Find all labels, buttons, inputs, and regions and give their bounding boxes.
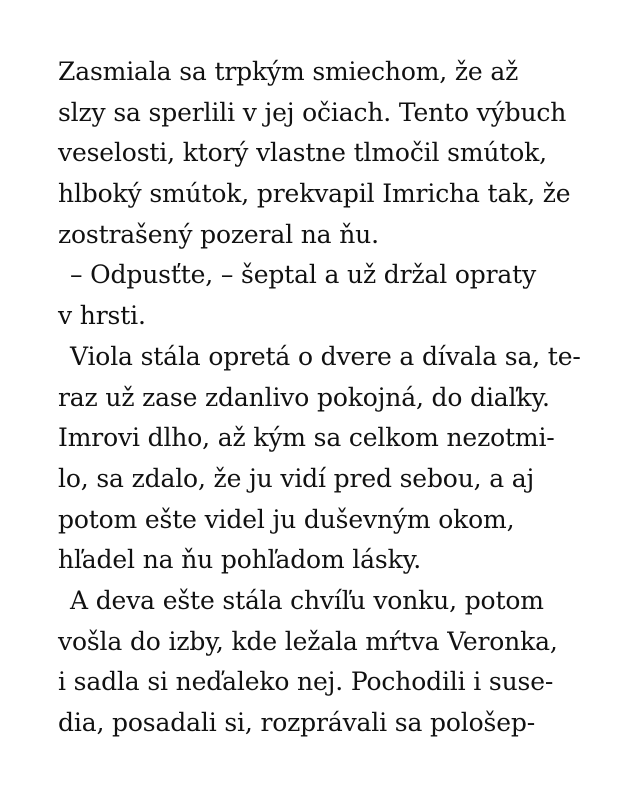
text-line: v hrsti. — [58, 301, 146, 331]
text-line: Imrovi dlho, až kým sa celkom nezotmi- — [58, 423, 555, 453]
text-line: i sadla si neďaleko nej. Pochodili i suse- — [58, 667, 554, 697]
text-line: – Odpusťte, – šeptal a už držal opraty — [70, 260, 537, 290]
text-line: lo, sa zdalo, že ju vidí pred sebou, a aj — [58, 463, 535, 493]
text-line: Viola stála opretá o dvere a dívala sa, te- — [70, 341, 581, 371]
text-line: raz už zase zdanlivo pokojná, do diaľky. — [58, 382, 550, 412]
text-line: dia, posadali si, rozprávali sa pološep- — [58, 708, 536, 737]
text-line: A deva ešte stála chvíľu vonku, potom — [70, 585, 544, 615]
text-line: Zasmiala sa trpkým smiechom, že až — [58, 57, 519, 86]
text-line: hlboký smútok, prekvapil Imricha tak, že — [58, 179, 571, 209]
text-line: veselosti, ktorý vlastne tlmočil smútok, — [58, 138, 547, 168]
book-page-text — [58, 52, 618, 744]
text-line: potom ešte videl ju duševným okom, — [58, 504, 515, 534]
text-line: hľadel na ňu pohľadom lásky. — [58, 545, 422, 575]
text-line: zostrašený pozeral na ňu. — [58, 219, 379, 249]
text-line: vošla do izby, kde ležala mŕtva Veronka, — [58, 626, 558, 656]
text-line: slzy sa sperlili v jej očiach. Tento výbuch — [58, 97, 567, 127]
